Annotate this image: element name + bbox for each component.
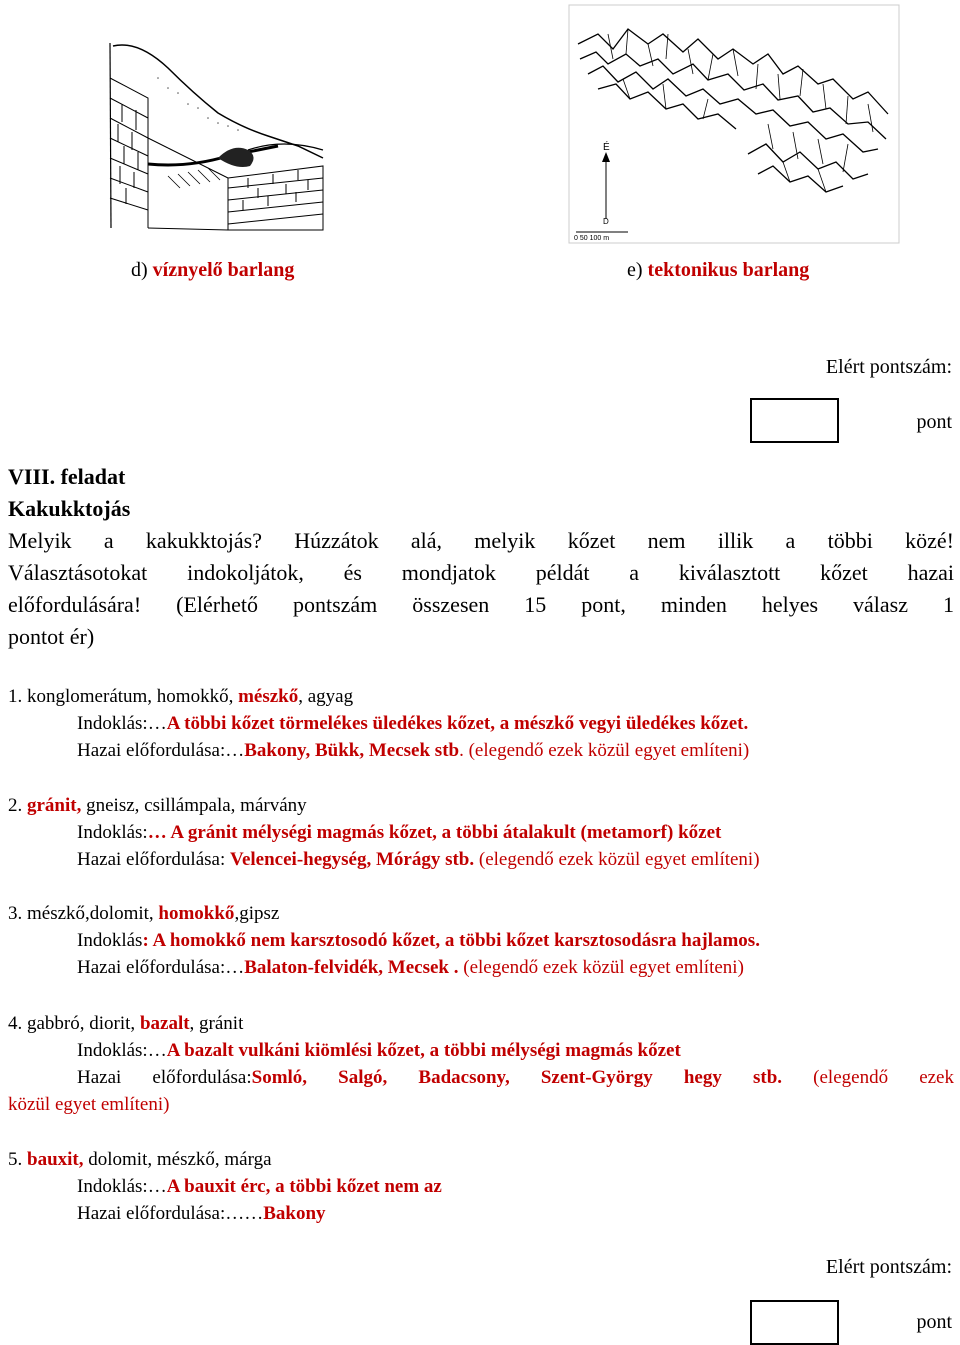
item-rocks: 1. konglomerátum, homokkő, mészkő, agyag — [8, 686, 354, 707]
sinkhole-cave-illustration — [108, 38, 332, 234]
task-number: VIII. feladat — [8, 464, 126, 489]
item-justification: Indoklás:…A bauxit érc, a többi kőzet nem az — [77, 1176, 442, 1197]
caption-sinkhole-cave — [131, 259, 294, 282]
item-justification: Indoklás:…A bazalt vulkáni kiömlési kőzet, a többi mélységi magmás kőzet — [77, 1040, 681, 1061]
selected-rock: gránit, — [27, 795, 82, 816]
score-unit-2: pont — [916, 1311, 952, 1333]
selected-rock: homokkő — [158, 903, 235, 924]
compass-north: É — [603, 142, 610, 153]
score-label-1: Elért pontszám: — [825, 356, 952, 378]
selected-rock: bauxit, — [27, 1149, 84, 1170]
task-question-line-4: pontot ér) — [8, 624, 95, 649]
task-question-line-1: Melyik a kakukktojás? Húzzátok alá, melyik kőzet nem illik a többi közé! — [8, 528, 954, 553]
item-justification: Indoklás:…A többi kőzet törmelékes üledékes kőzet, a mészkő vegyi üledékes kőzet. — [77, 713, 749, 734]
item-occurrence-continued: közül egyet említeni) — [8, 1094, 170, 1115]
item-rocks: 3. mészkő,dolomit, homokkő,gipsz — [8, 903, 280, 924]
item-justification: Indoklás: A homokkő nem karsztosodó kőzet, a többi kőzet karsztosodásra hajlamos. — [77, 930, 760, 951]
score-label-2: Elért pontszám: — [825, 1256, 952, 1278]
score-input-box-2[interactable] — [750, 1300, 839, 1345]
item-rocks: 2. gránit, gneisz, csillámpala, márvány — [8, 795, 307, 816]
compass-south: D — [603, 217, 609, 226]
selected-rock: mészkő — [238, 686, 299, 707]
item-rocks: 4. gabbró, diorit, bazalt, gránit — [8, 1013, 244, 1034]
caption-label: e) — [627, 259, 648, 281]
answer-item-4-block — [8, 1010, 954, 1118]
item-occurrence: Hazai előfordulása:Somló, Salgó, Badacsony, Szent-György hegy stb. (elegendő ezek — [77, 1067, 954, 1088]
item-occurrence: Hazai előfordulása:……Bakony — [77, 1203, 326, 1224]
caption-name: víznyelő barlang — [152, 259, 295, 281]
item-rocks: 5. bauxit, dolomit, mészkő, márga — [8, 1149, 272, 1170]
score-unit-1: pont — [916, 411, 952, 433]
item-occurrence: Hazai előfordulása:…Bakony, Bükk, Mecsek stb. (elegendő ezek közül egyet említeni) — [77, 740, 750, 761]
answer-item-1-block — [8, 683, 954, 764]
selected-rock: bazalt — [139, 1013, 190, 1034]
score-input-box-1[interactable] — [750, 398, 839, 443]
caption-tectonic-cave — [627, 259, 809, 282]
task-block — [8, 461, 954, 653]
task-title: Kakukktojás — [8, 496, 131, 521]
item-justification: Indoklás:… A gránit mélységi magmás kőzet, a többi átalakult (metamorf) kőzet — [77, 822, 722, 843]
answer-item-2-block — [8, 792, 954, 873]
answer-item-3-block — [8, 900, 954, 981]
answer-item-5-block — [8, 1146, 954, 1227]
task-question-line-3: előfordulására! (Elérhető pontszám összesen 15 pont, minden helyes válasz 1 — [8, 592, 954, 617]
tectonic-cave-map — [568, 4, 900, 244]
caption-label: d) — [131, 259, 153, 281]
scale-bar-label: 0 50 100 m — [574, 235, 610, 242]
task-question-line-2: Választásotokat indokoljátok, és mondjatok példát a kiválasztott kőzet hazai — [8, 560, 954, 585]
caption-name: tektonikus barlang — [647, 259, 810, 281]
item-occurrence: Hazai előfordulása:…Balaton-felvidék, Mecsek . (elegendő ezek közül egyet említeni) — [77, 957, 744, 978]
item-occurrence: Hazai előfordulása: Velencei-hegység, Mórágy stb. (elegendő ezek közül egyet említeni) — [77, 849, 760, 870]
